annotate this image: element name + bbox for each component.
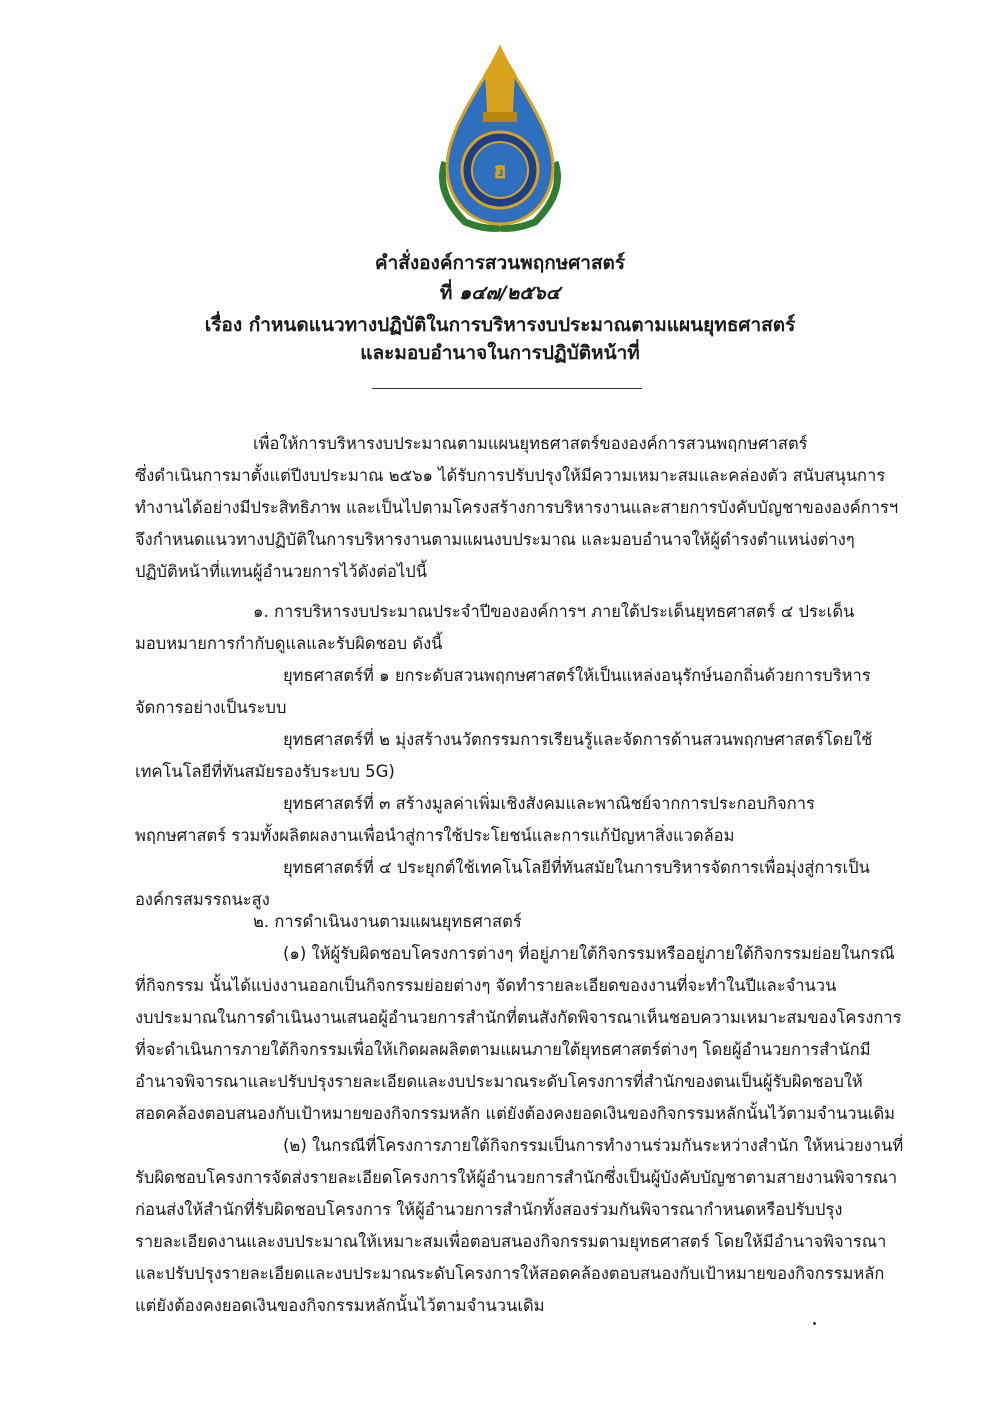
- strategy-item: ยุทธศาสตร์ที่ ๓ สร้างมูลค่าเพิ่มเชิงสังคมและพาณิชย์จากการประกอบกิจการ: [283, 794, 815, 813]
- text-line: ทำงานได้อย่างมีประสิทธิภาพ และเป็นไปตามโครงสร้างการบริหารงานและสายการบังคับบัญชาขององค์การฯ: [135, 498, 899, 517]
- svg-text:ฮ: ฮ: [493, 158, 507, 184]
- order-title: คำสั่งองค์การสวนพฤกษศาสตร์: [374, 252, 626, 274]
- order-subject-line2: และมอบอำนาจในการปฏิบัติหน้าที่: [360, 342, 640, 364]
- text-line: ที่จะดำเนินการภายใต้กิจกรรมเพื่อให้เกิดผลผลิตตามแผนภายใต้ยุทธศาสตร์ต่างๆ โดยผู้อำนวยการสำนักมี: [135, 1040, 871, 1059]
- text-line: เพื่อให้การบริหารงบประมาณตามแผนยุทธศาสตร์ขององค์การสวนพฤกษศาสตร์: [253, 434, 808, 453]
- text-line: ซึ่งดำเนินการมาตั้งแต่ปีงบประมาณ ๒๕๖๑ ได้รับการปรับปรุงให้มีความเหมาะสมและคล่องตัว สนับสนุนการ: [135, 466, 886, 485]
- section-heading: ๒. การดำเนินงานตามแผนยุทธศาสตร์: [253, 912, 522, 931]
- text-line: จัดการอย่างเป็นระบบ: [135, 698, 287, 717]
- text-line: องค์กรสมรรถนะสูง: [135, 890, 270, 909]
- strategy-item: ยุทธศาสตร์ที่ ๑ ยกระดับสวนพฤกษศาสตร์ให้เป็นแหล่งอนุรักษ์นอกถิ่นด้วยการบริหาร: [283, 666, 871, 685]
- text-line: สอดคล้องตอบสนองกับเป้าหมายของกิจกรรมหลัก แต่ยังต้องคงยอดเงินของกิจกรรมหลักนั้นไว้ตามจำนวนเดิม: [135, 1104, 896, 1123]
- text-line: จึงกำหนดแนวทางปฏิบัติในการบริหารงานตามแผนงบประมาณ และมอบอำนาจให้ผู้ดำรงตำแหน่งต่างๆ: [135, 530, 855, 549]
- order-number: [0, 280, 1000, 306]
- text-line: พฤกษศาสตร์ รวมทั้งผลิตผลงานเพื่อนำสู่การใช้ประโยชน์และการแก้ปัญหาสิ่งแวดล้อม: [135, 826, 735, 845]
- strategy-item: ยุทธศาสตร์ที่ ๔ ประยุกต์ใช้เทคโนโลยีที่ทันสมัยในการบริหารจัดการเพื่อมุ่งสู่การเป็น: [283, 858, 870, 877]
- page-mark: [813, 1322, 816, 1325]
- text-line: และปรับปรุงรายละเอียดและงบประมาณระดับโครงการให้สอดคล้องตอบสนองกับเป้าหมายของกิจกรรมหลัก: [135, 1264, 885, 1283]
- strategy-item: ยุทธศาสตร์ที่ ๒ มุ่งสร้างนวัตกรรมการเรียนรู้และจัดการด้านสวนพฤกษศาสตร์โดยใช้: [283, 730, 873, 749]
- text-line: ที่กิจกรรม นั้นได้แบ่งงานออกเป็นกิจกรรมย่อยต่างๆ จัดทำรายละเอียดของงานที่จะทำในปีและจำนวน: [135, 976, 837, 995]
- section-1: [135, 596, 905, 916]
- section-2: [135, 906, 905, 1322]
- organization-emblem: [425, 42, 575, 232]
- clause-item: (๒) ในกรณีที่โครงการภายใต้กิจกรรมเป็นการทำงานร่วมกันระหว่างสำนัก ให้หน่วยงานที่: [283, 1136, 904, 1155]
- text-line: เทคโนโลยีที่ทันสมัยรองรับระบบ 5G): [135, 762, 395, 781]
- text-line: งบประมาณในการดำเนินงานเสนอผู้อำนวยการสำนักที่ตนสังกัดพิจารณาเห็นชอบความเหมาะสมของโครงการ: [135, 1008, 902, 1027]
- text-line: รายละเอียดงานและงบประมาณให้เหมาะสมเพื่อตอบสนองกิจกรรมตามยุทธศาสตร์ โดยให้มีอำนาจพิจารณา: [135, 1232, 887, 1251]
- clause-item: (๑) ให้ผู้รับผิดชอบโครงการต่างๆ ที่อยู่ภายใต้กิจกรรมหรืออยู่ภายใต้กิจกรรมย่อยในกรณี: [283, 944, 895, 963]
- title-divider: [372, 388, 642, 389]
- order-subject-line1: เรื่อง กำหนดแนวทางปฏิบัติในการบริหารงบประมาณตามแผนยุทธศาสตร์: [204, 314, 796, 336]
- text-line: ปฏิบัติหน้าที่แทนผู้อำนวยการไว้ดังต่อไปนี้: [135, 562, 428, 581]
- order-number-prefix: ที่: [439, 282, 453, 304]
- section-heading: ๑. การบริหารงบประมาณประจำปีขององค์การฯ ภายใต้ประเด็นยุทธศาสตร์ ๔ ประเด็น: [253, 602, 855, 621]
- text-line: อำนาจพิจารณาและปรับปรุงรายละเอียดและงบประมาณระดับโครงการที่สำนักของตนเป็นผู้รับผิดชอบให้: [135, 1072, 863, 1091]
- order-number-value: ๑๔๗/๒๕๖๔: [459, 282, 561, 304]
- text-line: รับผิดชอบโครงการจัดส่งรายละเอียดโครงการให้ผู้อำนวยการสำนักซึ่งเป็นผู้บังคับบัญชาตามสายงานพิจารณา: [135, 1168, 898, 1187]
- text-line: แต่ยังต้องคงยอดเงินของกิจกรรมหลักนั้นไว้ตามจำนวนเดิม: [135, 1296, 545, 1315]
- intro-paragraph: [135, 428, 905, 588]
- text-line: มอบหมายการกำกับดูแลและรับผิดชอบ ดังนี้: [135, 634, 443, 653]
- text-line: ก่อนส่งให้สำนักที่รับผิดชอบโครงการ ให้ผู้อำนวยการสำนักทั้งสองร่วมกันพิจารณากำหนดหรือปรับปรุง: [135, 1200, 843, 1219]
- botanical-garden-seal-icon: [425, 42, 575, 232]
